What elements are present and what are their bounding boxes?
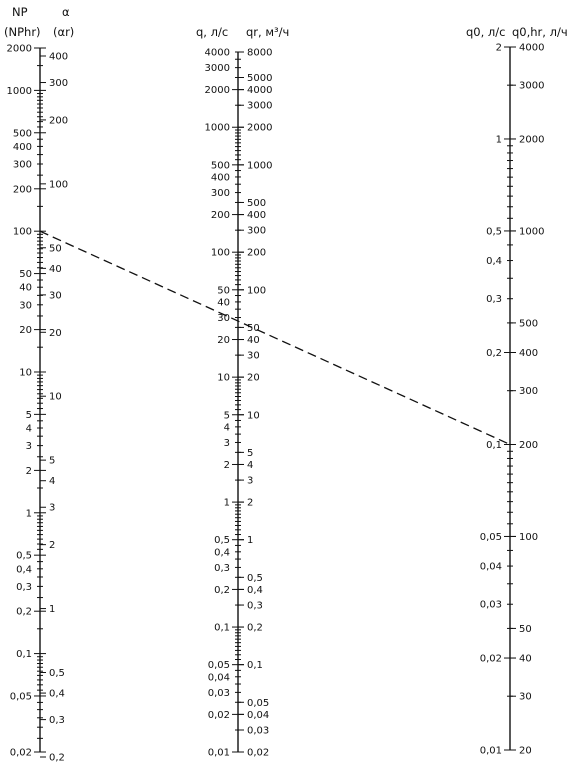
np-tick-label: 2000 bbox=[6, 43, 32, 55]
q0-tick-label: 0,5 bbox=[486, 226, 502, 238]
np-tick-label: 0,2 bbox=[16, 606, 32, 618]
qhr-tick-label: 0,04 bbox=[247, 709, 270, 721]
q0hr-tick-label: 40 bbox=[519, 653, 532, 665]
q-labels bbox=[205, 48, 230, 759]
q-tick-label: 40 bbox=[217, 297, 230, 309]
np-tick-label: 500 bbox=[12, 128, 32, 140]
q-tick-label: 0,03 bbox=[207, 687, 230, 699]
alpha-tick-label: 1 bbox=[49, 604, 56, 616]
qhr-header: qr, м³/ч bbox=[246, 25, 290, 39]
q-tick-label: 20 bbox=[217, 335, 230, 347]
q-tick-label: 1 bbox=[223, 497, 230, 509]
q0hr-tick-label: 50 bbox=[519, 623, 532, 635]
np-tick-label: 1 bbox=[25, 508, 32, 520]
q-tick-label: 0,04 bbox=[207, 672, 230, 684]
qhr-tick-label: 0,1 bbox=[247, 660, 263, 672]
q0hr-tick-label: 4000 bbox=[519, 42, 545, 54]
np-tick-label: 10 bbox=[19, 367, 32, 379]
qhr-tick-label: 2000 bbox=[247, 122, 273, 134]
q-tick-label: 200 bbox=[210, 210, 230, 222]
q-tick-label: 2000 bbox=[204, 85, 230, 97]
qhr-tick-label: 8000 bbox=[247, 47, 273, 59]
q-tick-label: 400 bbox=[210, 172, 230, 184]
qhr-labels bbox=[238, 48, 272, 759]
np-tick-label: 3 bbox=[25, 441, 32, 453]
alpha-header: α bbox=[62, 5, 70, 19]
q0-tick-label: 0,02 bbox=[479, 653, 502, 665]
alpha-tick-label: 0,5 bbox=[49, 667, 65, 679]
q-tick-label: 0,4 bbox=[214, 547, 230, 559]
alpha-tick-label: 300 bbox=[49, 78, 69, 90]
qhr-tick-label: 40 bbox=[247, 335, 260, 347]
q0-tick-label: 0,04 bbox=[479, 561, 502, 573]
example-dashed-line bbox=[40, 231, 510, 444]
q0hr-tick-label: 500 bbox=[519, 318, 539, 330]
qhr-tick-label: 1 bbox=[247, 535, 254, 547]
q0hr-tick-label: 20 bbox=[519, 745, 532, 757]
alpha-labels bbox=[40, 52, 68, 764]
alpha-tick-label: 4 bbox=[49, 476, 56, 488]
qhr-tick-label: 3 bbox=[247, 475, 254, 487]
q0hr-tick-label: 400 bbox=[519, 348, 539, 360]
alpha-tick-label: 5 bbox=[49, 455, 56, 467]
alpha-tick-label: 3 bbox=[49, 502, 56, 514]
qhr-tick-label: 0,2 bbox=[247, 622, 263, 634]
qhr-tick-label: 500 bbox=[247, 197, 267, 209]
qhr-tick-label: 1000 bbox=[247, 160, 273, 172]
qhr-tick-label: 0,3 bbox=[247, 600, 263, 612]
q0hr-labels bbox=[510, 43, 544, 757]
q-tick-label: 100 bbox=[210, 247, 230, 259]
q-tick-label: 1000 bbox=[204, 122, 230, 134]
q-tick-label: 300 bbox=[210, 188, 230, 200]
np-tick-label: 0,4 bbox=[16, 564, 32, 576]
q-header: q, л/с bbox=[196, 25, 229, 39]
q0-header: q0, л/с bbox=[466, 25, 506, 39]
alpha-tick-label: 50 bbox=[49, 243, 62, 255]
qhr-tick-label: 2 bbox=[247, 497, 254, 509]
alpha-tick-label: 40 bbox=[49, 263, 62, 275]
qhr-tick-label: 0,02 bbox=[247, 747, 270, 759]
np-tick-label: 100 bbox=[12, 226, 32, 238]
np-header: NP bbox=[12, 5, 28, 19]
np-tick-label: 50 bbox=[19, 269, 32, 281]
np-tick-label: 0,1 bbox=[16, 649, 32, 661]
qhr-tick-label: 4000 bbox=[247, 85, 273, 97]
np-hr-header: (NPhr) bbox=[4, 25, 41, 39]
q0-tick-label: 0,2 bbox=[486, 348, 502, 360]
np-tick-label: 20 bbox=[19, 325, 32, 337]
q-scale bbox=[196, 25, 289, 759]
q0hr-header: q0,hr, л/ч bbox=[512, 25, 568, 39]
q-tick-label: 3 bbox=[223, 437, 230, 449]
q-tick-label: 10 bbox=[217, 372, 230, 384]
qhr-tick-label: 4 bbox=[247, 459, 254, 471]
alpha-tick-label: 200 bbox=[49, 115, 69, 127]
q0hr-tick-label: 2000 bbox=[519, 134, 545, 146]
q0hr-tick-label: 200 bbox=[519, 439, 539, 451]
alpha-tick-label: 10 bbox=[49, 391, 62, 403]
q0-tick-label: 1 bbox=[495, 134, 502, 146]
q0-tick-label: 0,4 bbox=[486, 256, 502, 268]
np-alpha-scale bbox=[4, 5, 74, 764]
q-tick-label: 30 bbox=[217, 313, 230, 325]
q0-tick-label: 0,01 bbox=[479, 745, 502, 757]
q-tick-label: 0,02 bbox=[207, 709, 230, 721]
qhr-tick-label: 5 bbox=[247, 447, 254, 459]
q-tick-label: 4000 bbox=[204, 47, 230, 59]
np-tick-label: 5 bbox=[25, 409, 32, 421]
qhr-tick-label: 200 bbox=[247, 247, 267, 259]
q0-tick-label: 0,05 bbox=[479, 531, 502, 543]
q-tick-label: 0,3 bbox=[214, 562, 230, 574]
qhr-tick-label: 20 bbox=[247, 372, 260, 384]
alpha-tick-label: 100 bbox=[49, 179, 69, 191]
q-tick-label: 0,01 bbox=[207, 747, 230, 759]
np-tick-label: 300 bbox=[12, 159, 32, 171]
q-tick-label: 0,1 bbox=[214, 622, 230, 634]
np-tick-label: 0,05 bbox=[9, 691, 32, 703]
q0-tick-label: 2 bbox=[495, 42, 502, 54]
np-tick-label: 40 bbox=[19, 282, 32, 294]
np-tick-label: 2 bbox=[25, 465, 32, 477]
q0-scale bbox=[466, 25, 568, 757]
np-tick-label: 4 bbox=[25, 423, 32, 435]
np-tick-label: 30 bbox=[19, 300, 32, 312]
alpha-tick-label: 30 bbox=[49, 290, 62, 302]
np-tick-label: 1000 bbox=[6, 85, 32, 97]
q-tick-label: 4 bbox=[223, 422, 230, 434]
alpha-tick-label: 400 bbox=[49, 51, 69, 63]
q-tick-label: 500 bbox=[210, 160, 230, 172]
alpha-tick-label: 0,2 bbox=[49, 752, 65, 764]
q-tick-label: 0,05 bbox=[207, 660, 230, 672]
np-tick-label: 0,02 bbox=[9, 747, 32, 759]
np-labels bbox=[7, 44, 32, 759]
q-tick-label: 3000 bbox=[204, 63, 230, 75]
np-tick-label: 0,5 bbox=[16, 550, 32, 562]
qhr-tick-label: 10 bbox=[247, 410, 260, 422]
qhr-tick-label: 30 bbox=[247, 350, 260, 362]
q0hr-tick-label: 1000 bbox=[519, 226, 545, 238]
alpha-tick-label: 0,3 bbox=[49, 715, 65, 727]
q0hr-tick-label: 30 bbox=[519, 691, 532, 703]
alpha-tick-label: 20 bbox=[49, 327, 62, 339]
qhr-tick-label: 50 bbox=[247, 322, 260, 334]
q-tick-label: 5 bbox=[223, 410, 230, 422]
qhr-tick-label: 400 bbox=[247, 210, 267, 222]
q0-labels bbox=[480, 43, 502, 757]
qhr-tick-label: 0,03 bbox=[247, 725, 270, 737]
np-tick-label: 0,3 bbox=[16, 581, 32, 593]
alpha-tick-label: 2 bbox=[49, 540, 56, 552]
np-tick-label: 400 bbox=[12, 141, 32, 153]
alpha-r-header: (αr) bbox=[53, 25, 75, 39]
q0hr-tick-label: 3000 bbox=[519, 80, 545, 92]
qhr-tick-label: 0,5 bbox=[247, 572, 263, 584]
qhr-tick-label: 3000 bbox=[247, 100, 273, 112]
q0-tick-label: 0,1 bbox=[486, 439, 502, 451]
qhr-tick-label: 0,05 bbox=[247, 697, 270, 709]
np-tick-label: 200 bbox=[12, 184, 32, 196]
q0hr-tick-label: 100 bbox=[519, 531, 539, 543]
q-tick-label: 2 bbox=[223, 459, 230, 471]
qhr-tick-label: 0,4 bbox=[247, 584, 263, 596]
q0-tick-label: 0,03 bbox=[479, 599, 502, 611]
q0-tick-label: 0,3 bbox=[486, 294, 502, 306]
q-tick-label: 50 bbox=[217, 285, 230, 297]
qhr-tick-label: 300 bbox=[247, 225, 267, 237]
qhr-tick-label: 5000 bbox=[247, 73, 273, 85]
q0hr-tick-label: 300 bbox=[519, 386, 539, 398]
alpha-tick-label: 0,4 bbox=[49, 688, 65, 700]
q-tick-label: 0,2 bbox=[214, 584, 230, 596]
qhr-tick-label: 100 bbox=[247, 285, 267, 297]
q-tick-label: 0,5 bbox=[214, 535, 230, 547]
